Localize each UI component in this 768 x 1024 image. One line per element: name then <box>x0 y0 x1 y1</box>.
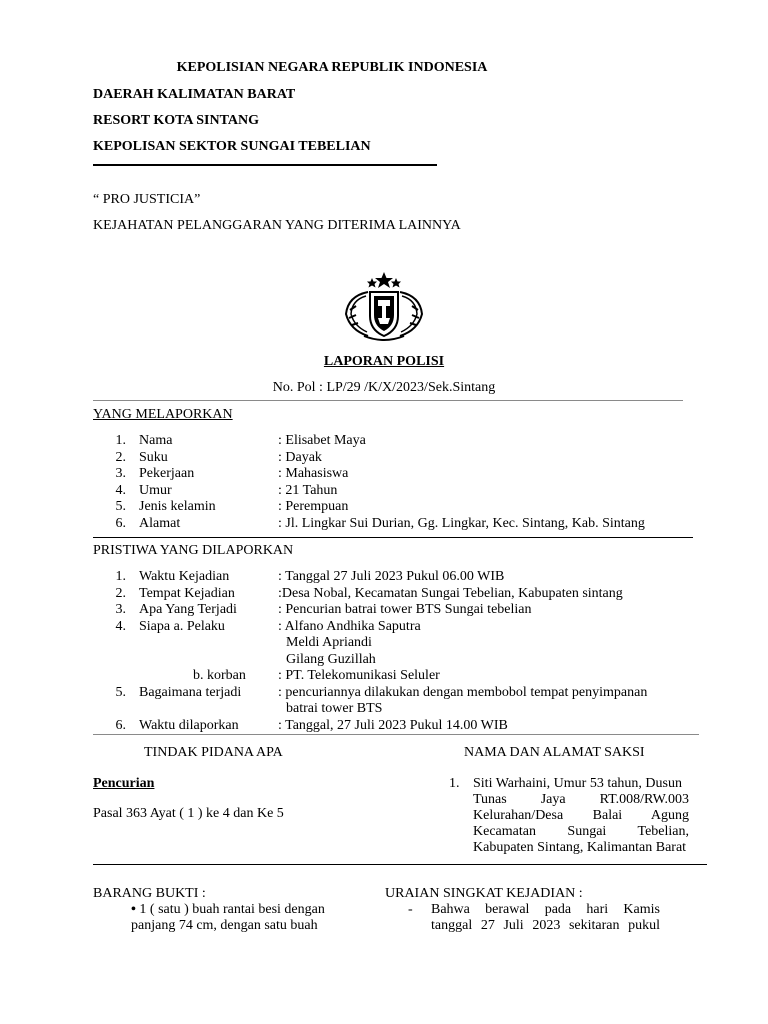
item-number: 4. <box>115 618 126 634</box>
item-label: Tempat Kejadian <box>139 585 235 601</box>
divider-report <box>93 400 683 401</box>
item-label: Waktu dilaporkan <box>139 718 239 733</box>
item-value: : pencuriannya dilakukan dengan membobol tempat penyimpanan <box>278 684 648 700</box>
item-label: Umur <box>139 482 172 498</box>
crime-name: Pencurian <box>93 776 155 791</box>
pro-justicia: “ PRO JUSTICIA” <box>93 192 201 207</box>
item-value: : Tanggal, 27 Juli 2023 Pukul 14.00 WIB <box>278 718 508 733</box>
item-number: 4. <box>115 482 126 498</box>
item-label: Suku <box>139 449 168 465</box>
witness-line: Tunas Jaya RT.008/RW.003 <box>473 792 689 807</box>
crime-article: Pasal 363 Ayat ( 1 ) ke 4 dan Ke 5 <box>93 806 284 821</box>
item-number: 5. <box>115 684 126 700</box>
item-number: 3. <box>115 466 126 481</box>
summary-heading: URAIAN SINGKAT KEJADIAN : <box>385 886 583 901</box>
perpetrator-3: Gilang Guzillah <box>286 651 376 667</box>
summary-line: tanggal 27 Juli 2023 sekitaran pukul <box>431 918 660 933</box>
witness-line: Kabupaten Sintang, Kalimantan Barat <box>473 840 687 855</box>
witness-line: Siti Warhaini, Umur 53 tahun, Dusun <box>473 776 682 791</box>
divider-incident <box>93 734 699 735</box>
item-number: 6. <box>115 718 126 733</box>
item-value: : 21 Tahun <box>278 482 338 498</box>
incident-heading: PRISTIWA YANG DILAPORKAN <box>93 543 294 558</box>
witness-line: Kecamatan Sungai Tebelian, <box>473 824 689 839</box>
reporter-list <box>0 433 768 533</box>
item-label: Alamat <box>139 515 181 531</box>
resort-title: RESORT KOTA SINTANG <box>93 113 259 128</box>
item-number: 1. <box>115 569 126 584</box>
category-title: KEJAHATAN PELANGGARAN YANG DITERIMA LAINNYA <box>93 218 461 233</box>
item-number: 2. <box>115 449 126 465</box>
evidence-heading: BARANG BUKTI : <box>93 886 206 901</box>
incident-list <box>0 569 768 739</box>
item-label: Nama <box>139 433 173 448</box>
reporter-heading: YANG MELAPORKAN <box>93 407 233 422</box>
report-title: LAPORAN POLISI <box>323 354 445 369</box>
agency-title: KEPOLISIAN NEGARA REPUBLIK INDONESIA <box>176 60 488 75</box>
how-continued: batrai tower BTS <box>286 701 383 716</box>
item-label: Jenis kelamin <box>139 499 216 514</box>
item-label: Pekerjaan <box>139 466 195 481</box>
region-title: DAERAH KALIMATAN BARAT <box>93 87 296 102</box>
victim-value: : PT. Telekomunikasi Seluler <box>278 668 440 683</box>
divider-reporter <box>93 537 693 538</box>
item-number: 1. <box>115 433 126 448</box>
item-value: : Mahasiswa <box>278 466 349 481</box>
report-number: No. Pol : LP/29 /K/X/2023/Sek.Sintang <box>272 380 496 395</box>
item-label: Apa Yang Terjadi <box>139 602 237 617</box>
item-value: : Jl. Lingkar Sui Durian, Gg. Lingkar, Kec. Sintang, Kab. Sintang <box>278 515 645 531</box>
witness-number: 1. <box>449 776 460 791</box>
police-emblem-icon <box>340 270 428 346</box>
witness-address <box>473 776 689 856</box>
evidence-item <box>131 902 325 918</box>
evidence-line: panjang 74 cm, dengan satu buah <box>131 918 318 933</box>
item-value: : Tanggal 27 Juli 2023 Pukul 06.00 WIB <box>278 569 505 584</box>
item-label: Siapa a. Pelaku <box>139 618 225 634</box>
dash-icon: - <box>408 902 413 917</box>
perpetrator-2: Meldi Apriandi <box>286 635 372 650</box>
summary-line: Bahwa berawal pada hari Kamis <box>431 902 660 917</box>
item-label: Waktu Kejadian <box>139 569 230 584</box>
item-value: : Pencurian batrai tower BTS Sungai tebelian <box>278 602 532 617</box>
crime-heading: TINDAK PIDANA APA <box>144 745 283 760</box>
item-label: Bagaimana terjadi <box>139 684 242 700</box>
item-number: 5. <box>115 499 126 514</box>
witness-line: Kelurahan/Desa Balai Agung <box>473 808 689 823</box>
bullet-icon: • <box>131 902 136 917</box>
divider-witness <box>93 864 707 865</box>
sector-title: KEPOLISAN SEKTOR SUNGAI TEBELIAN <box>93 139 371 154</box>
item-value: : Elisabet Maya <box>278 433 366 448</box>
victim-label: b. korban <box>193 668 246 683</box>
item-number: 6. <box>115 515 126 531</box>
item-value: : Perempuan <box>278 499 349 514</box>
item-number: 3. <box>115 602 126 617</box>
item-value: :Desa Nobal, Kecamatan Sungai Tebelian, Kabupaten sintang <box>278 585 623 601</box>
witness-heading: NAMA DAN ALAMAT SAKSI <box>464 745 645 760</box>
header-divider <box>93 164 437 166</box>
evidence-line: 1 ( satu ) buah rantai besi dengan <box>139 902 325 917</box>
item-number: 2. <box>115 585 126 601</box>
item-value: : Dayak <box>278 449 322 465</box>
item-value: : Alfano Andhika Saputra <box>278 618 421 634</box>
